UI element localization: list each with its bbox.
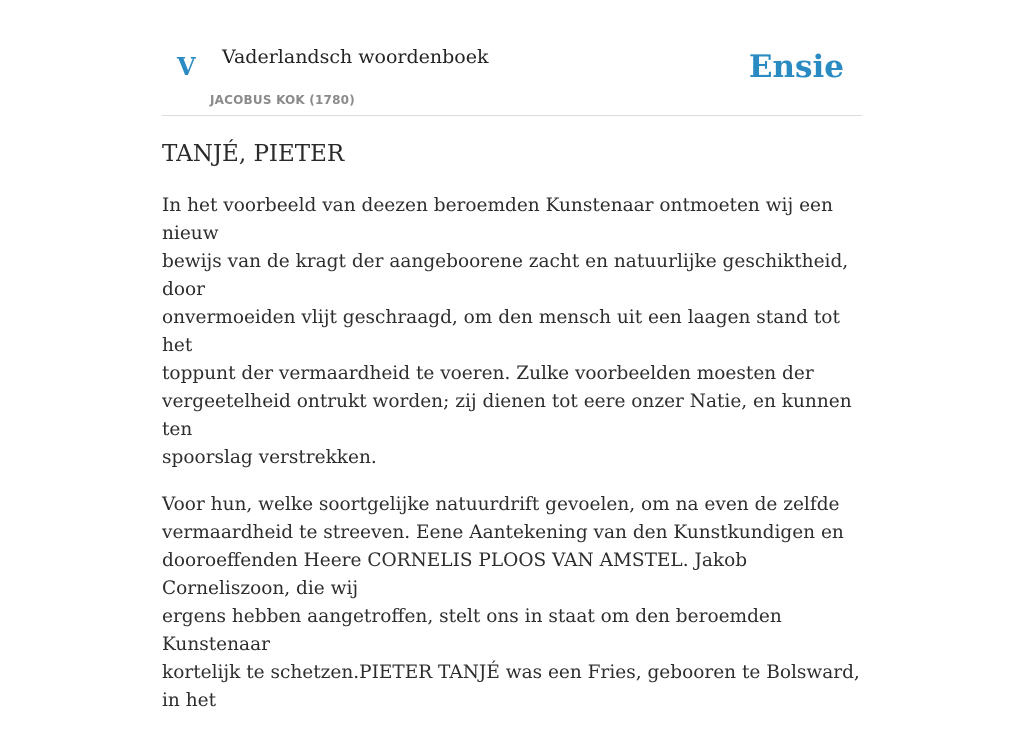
page [162,0,862,711]
book-title[interactable]: Vaderlandsch woordenboek [222,46,489,68]
article-paragraph: In het voorbeeld van deezen beroemden Kunstenaar ontmoeten wij een nieuw bewijs van de kragt der aangeboorene zacht en natuurlijke geschiktheid, door onvermoeiden vlijt geschraagd, om den mensch uit een laagen stand tot het toppunt der vermaardheid te voeren. Zulke voorbeelden moesten der vergeetelheid ontrukt worden; zij dienen tot eere onzer Natie, en kunnen ten spoorslag verstrekken. [162,195,852,468]
book-header [162,0,862,116]
book-logo-letter[interactable]: V [177,52,196,81]
article-title: TANJÉ, PIETER [162,141,345,167]
book-author: JACOBUS KOK (1780) [210,93,355,107]
article-paragraph: Voor hun, welke soortgelijke natuurdrift gevoelen, om na even de zelfde vermaardheid te streeven. Eene Aantekening van den Kunstkundigen en dooroeffenden Heere CORNELIS PLOOS VAN AMSTEL. Jakob Corneliszoon, die wij ergens hebben aangetroffen, stelt ons in staat om den beroemden Kunstenaar kortelijk te schetzen.PIETER TANJÉ was een Fries, gebooren te Bolsward, in het [162,494,860,711]
ensie-logo-link[interactable]: Ensie [748,49,844,85]
article-body [162,192,862,734]
